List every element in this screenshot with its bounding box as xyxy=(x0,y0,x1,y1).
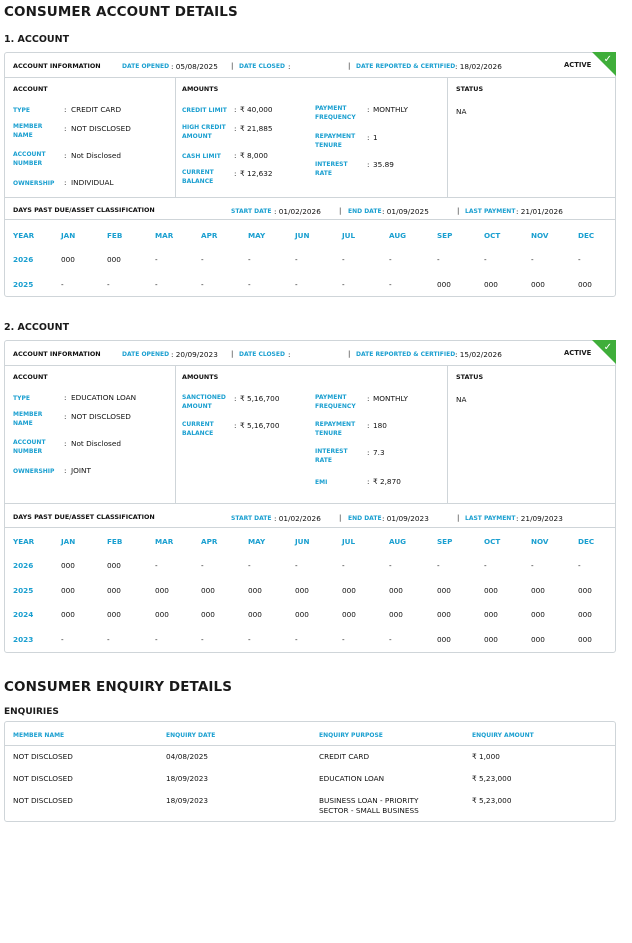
month-header-sep: SEP xyxy=(437,231,453,240)
dpd-cell: 000 xyxy=(484,610,498,619)
month-header-feb: FEB xyxy=(107,231,123,240)
dpd-cell: - xyxy=(531,561,534,570)
account-2-header: ACCOUNT INFORMATION DATE OPENED : 20/09/2023 | DATE CLOSED : | DATE REPORTED & CERTIFIED : 15/02/2026 ACTIVE ✓ xyxy=(5,341,615,366)
dpd-cell: 000 xyxy=(61,610,75,619)
current-balance-label: CURRENT BALANCE xyxy=(182,421,214,437)
end-date-label: END DATE xyxy=(348,208,382,215)
ownership-label: OWNERSHIP xyxy=(13,468,55,475)
account-number-value: Not Disclosed xyxy=(71,439,121,448)
dpd-cell: - xyxy=(484,561,487,570)
enquiry-purpose: EDUCATION LOAN xyxy=(319,774,385,783)
check-icon: ✓ xyxy=(603,342,612,353)
member-name-value: NOT DISCLOSED xyxy=(71,124,131,133)
dpd-cell: - xyxy=(155,255,158,264)
sanctioned-amount-value: ₹ 5,16,700 xyxy=(240,394,280,403)
last-payment-value: : 21/01/2026 xyxy=(516,206,563,216)
account-col-title: ACCOUNT xyxy=(13,85,48,93)
date-reported-label: DATE REPORTED & CERTIFIED xyxy=(356,350,456,358)
month-header-aug: AUG xyxy=(389,537,407,546)
page-title: CONSUMER ACCOUNT DETAILS xyxy=(4,4,238,20)
dpd-cell: - xyxy=(201,279,204,289)
start-date-value: : 01/02/2026 xyxy=(274,206,321,216)
month-header-apr: APR xyxy=(201,231,218,240)
month-header-nov: NOV xyxy=(531,537,549,546)
dpd-year: 2025 xyxy=(13,279,34,289)
dpd-title: DAYS PAST DUE/ASSET CLASSIFICATION xyxy=(13,513,155,521)
status-value: NA xyxy=(456,107,467,116)
enquiry-col-member: MEMBER NAME xyxy=(13,732,65,739)
dpd-year: 2024 xyxy=(13,610,34,619)
type-label: TYPE xyxy=(13,395,30,402)
dpd-cell: 000 xyxy=(342,585,356,595)
dpd-cell: 000 xyxy=(531,610,545,619)
check-icon: ✓ xyxy=(603,54,612,65)
date-closed-label: DATE CLOSED xyxy=(239,350,285,358)
dpd-cell: 000 xyxy=(531,585,545,595)
date-closed-label: DATE CLOSED xyxy=(239,62,285,70)
dpd-cell: - xyxy=(201,255,204,264)
dpd-cell: - xyxy=(107,634,110,644)
enquiry-col-purpose: ENQUIRY PURPOSE xyxy=(319,732,383,739)
month-header-jan: JAN xyxy=(61,537,76,546)
start-date-value: : 01/02/2026 xyxy=(274,513,321,523)
interest-rate-label: INTEREST RATE xyxy=(315,448,348,464)
dpd-cell: 000 xyxy=(484,279,498,289)
dpd-cell: 000 xyxy=(248,610,262,619)
dpd-year: 2025 xyxy=(13,585,34,595)
start-date-label: START DATE xyxy=(231,208,272,215)
interest-rate-value: 7.3 xyxy=(373,448,385,457)
date-closed-value: : xyxy=(288,61,291,71)
dpd-year: 2023 xyxy=(13,634,34,644)
dpd-cell: 000 xyxy=(107,255,121,264)
dpd-cell: 000 xyxy=(248,585,262,595)
current-balance-label: CURRENT BALANCE xyxy=(182,169,214,185)
last-payment-value: : 21/09/2023 xyxy=(516,513,563,523)
dpd-cell: 000 xyxy=(389,610,403,619)
account-1-header xyxy=(5,53,615,78)
dpd-cell: - xyxy=(389,634,392,644)
enquiries-heading: ENQUIRIES xyxy=(4,707,59,717)
dpd-year: 2026 xyxy=(13,255,34,264)
type-value: EDUCATION LOAN xyxy=(71,393,137,402)
date-opened-value: : 05/08/2025 xyxy=(171,61,218,71)
dpd-cell: 000 xyxy=(201,585,215,595)
dpd-cell: 000 xyxy=(437,634,451,644)
month-header-year: YEAR xyxy=(13,231,35,240)
dpd-cell: 000 xyxy=(578,585,592,595)
dpd-cell: - xyxy=(61,279,64,289)
dpd-cell: - xyxy=(155,634,158,644)
dpd-cell: 000 xyxy=(531,279,545,289)
enquiry-date: 04/08/2025 xyxy=(166,752,209,761)
month-header-oct: OCT xyxy=(484,231,501,240)
separator: | xyxy=(231,61,234,70)
cash-limit-label: CASH LIMIT xyxy=(182,153,221,160)
dpd-cell: 000 xyxy=(107,585,121,595)
high-credit-value: ₹ 21,885 xyxy=(240,124,273,133)
payment-frequency-label: PAYMENT FREQUENCY xyxy=(315,394,356,410)
last-payment-label: LAST PAYMENT xyxy=(465,515,516,522)
interest-rate-value: 35.89 xyxy=(373,160,394,169)
repayment-tenure-value: 180 xyxy=(373,421,387,430)
dpd-cell: 000 xyxy=(484,634,498,644)
repayment-tenure-value: 1 xyxy=(373,133,378,142)
enquiry-amount: ₹ 5,23,000 xyxy=(472,774,512,783)
dpd-cell: 000 xyxy=(107,561,121,570)
date-opened-label: DATE OPENED xyxy=(122,62,170,70)
dpd-cell: 000 xyxy=(61,255,75,264)
month-header-may: MAY xyxy=(248,231,266,240)
dpd-cell: 000 xyxy=(61,585,75,595)
member-name-label: MEMBER NAME xyxy=(13,411,43,427)
sanctioned-amount-label: SANCTIONED AMOUNT xyxy=(182,394,226,410)
dpd-cell: 000 xyxy=(107,610,121,619)
dpd-cell: - xyxy=(155,279,158,289)
dpd-cell: 000 xyxy=(437,585,451,595)
account-col-title: ACCOUNT xyxy=(13,373,48,381)
end-date-value: : 01/09/2025 xyxy=(382,206,429,216)
month-header-aug: AUG xyxy=(389,231,407,240)
enquiry-member: NOT DISCLOSED xyxy=(13,752,73,761)
dpd-cell: - xyxy=(342,255,345,264)
amounts-col-title: AMOUNTS xyxy=(182,85,219,93)
month-header-dec: DEC xyxy=(578,231,595,240)
enquiry-date: 18/09/2023 xyxy=(166,796,209,805)
dpd-cell: 000 xyxy=(437,279,451,289)
dpd-cell: - xyxy=(389,279,392,289)
type-value: CREDIT CARD xyxy=(71,105,122,114)
dpd-cell: - xyxy=(107,279,110,289)
dpd-cell: - xyxy=(437,561,440,570)
date-reported-value: : 15/02/2026 xyxy=(455,349,502,359)
credit-limit-label: CREDIT LIMIT xyxy=(182,107,227,114)
enquiry-member: NOT DISCLOSED xyxy=(13,774,73,783)
dpd-cell: - xyxy=(578,561,581,570)
status-badge: ACTIVE xyxy=(564,61,592,69)
month-header-jan: JAN xyxy=(61,231,76,240)
enquiry-col-date: ENQUIRY DATE xyxy=(166,732,216,739)
dpd-cell: - xyxy=(295,634,298,644)
dpd-cell: - xyxy=(248,255,251,264)
account-number-value: Not Disclosed xyxy=(71,151,121,160)
dpd-cell: - xyxy=(248,561,251,570)
high-credit-label: HIGH CREDIT AMOUNT xyxy=(182,124,226,140)
account-1-card: ACCOUNT INFORMATION DATE OPENED : 05/08/2025 | DATE CLOSED : | DATE REPORTED & CERTIFIED : 18/02/2026 ACTIVE ✓ ACCOUNT AMOUNTS STATUS NA TYPE : CREDIT CARD MEMBER NAME : NOT DISCLOSED ACCOUNT NUMBER : Not Disclosed OWNERSHIP : INDIVIDUAL CREDIT LIMIT : ₹ 40,000 HIGH CREDIT AMOUNT : ₹ 21,885 CASH LIMIT : ₹ 8,000 CURRENT BALANCE : ₹ 12,632 PAYMENT FREQUENCY : MONTHLY REPAYMENT TENURE : 1 INTEREST RATE : 35.89 DAYS PAST DUE/ASSET CLASSIFICATION START DATE : 01/02/2026 | END DATE : 01/09/2025 | LAST PAYMENT : 21/01/2026 YEAR JAN FEB MAR APR MAY JUN JUL AUG SEP OCT NOV DEC 2026 000 000 - - - - - - - - - - 2025 - - - - - - - - 000 000 000 000 xyxy=(4,52,616,297)
enquiry-table xyxy=(4,721,616,822)
month-header-jul: JUL xyxy=(342,537,356,546)
account-info-title: ACCOUNT INFORMATION xyxy=(13,62,101,70)
member-name-value: NOT DISCLOSED xyxy=(71,412,131,421)
enquiry-amount: ₹ 5,23,000 xyxy=(472,796,512,805)
ownership-value: INDIVIDUAL xyxy=(71,178,114,187)
interest-rate-label: INTEREST RATE xyxy=(315,161,348,177)
current-balance-value: ₹ 12,632 xyxy=(240,169,273,178)
last-payment-label: LAST PAYMENT xyxy=(465,208,516,215)
amounts-col-title: AMOUNTS xyxy=(182,373,219,381)
month-header-mar: MAR xyxy=(155,231,174,240)
repayment-tenure-label: REPAYMENT TENURE xyxy=(315,421,356,437)
account-2-heading: 2. ACCOUNT xyxy=(4,322,70,333)
date-closed-value: : xyxy=(288,349,291,359)
month-header-oct: OCT xyxy=(484,537,501,546)
dpd-cell: - xyxy=(295,561,298,570)
dpd-cell: 000 xyxy=(437,610,451,619)
account-1-heading: 1. ACCOUNT xyxy=(4,34,70,45)
dpd-cell: 000 xyxy=(578,279,592,289)
dpd-cell: - xyxy=(389,255,392,264)
month-header-sep: SEP xyxy=(437,537,453,546)
enquiry-purpose: BUSINESS LOAN - PRIORITY SECTOR - SMALL BUSINESS xyxy=(319,796,419,815)
dpd-cell: - xyxy=(248,279,251,289)
dpd-cell: - xyxy=(389,561,392,570)
enquiry-amount: ₹ 1,000 xyxy=(472,752,500,761)
end-date-label: END DATE xyxy=(348,515,382,522)
dpd-cell: 000 xyxy=(61,561,75,570)
month-header-jun: JUN xyxy=(295,231,310,240)
dpd-cell: - xyxy=(295,279,298,289)
dpd-cell: 000 xyxy=(155,585,169,595)
cash-limit-value: ₹ 8,000 xyxy=(240,151,268,160)
dpd-cell: - xyxy=(201,561,204,570)
date-opened-label: DATE OPENED xyxy=(122,350,170,358)
payment-frequency-value: MONTHLY xyxy=(373,105,408,114)
ownership-label: OWNERSHIP xyxy=(13,180,55,187)
start-date-label: START DATE xyxy=(231,515,272,522)
dpd-cell: - xyxy=(578,255,581,264)
separator: | xyxy=(348,61,351,70)
member-name-label: MEMBER NAME xyxy=(13,123,43,139)
dpd-year: 2026 xyxy=(13,561,34,570)
dpd-cell: - xyxy=(342,279,345,289)
dpd-cell: - xyxy=(201,634,204,644)
ownership-value: JOINT xyxy=(71,466,91,475)
repayment-tenure-label: REPAYMENT TENURE xyxy=(315,133,356,149)
dpd-cell: 000 xyxy=(578,634,592,644)
dpd-cell: 000 xyxy=(201,610,215,619)
status-col-title: STATUS xyxy=(456,85,484,93)
type-label: TYPE xyxy=(13,107,30,114)
emi-value: ₹ 2,870 xyxy=(373,477,401,486)
dpd-cell: - xyxy=(437,255,440,264)
dpd-cell: 000 xyxy=(484,585,498,595)
dpd-cell: 000 xyxy=(578,610,592,619)
payment-frequency-value: MONTHLY xyxy=(373,394,408,403)
enquiry-title: CONSUMER ENQUIRY DETAILS xyxy=(4,679,233,695)
month-header-feb: FEB xyxy=(107,537,123,546)
month-header-may: MAY xyxy=(248,537,266,546)
account-2-card: ACCOUNT INFORMATION DATE OPENED : 20/09/2023 | DATE CLOSED : | DATE REPORTED & CERTIFIED : 15/02/2026 ACTIVE ✓ ACCOUNT AMOUNTS STATUS NA TYPE : EDUCATION LOAN MEMBER NAME : NOT DISCLOSED ACCOUNT NUMBER : Not Disclosed OWNERSHIP : JOINT SANCTIONED AMOUNT : ₹ 5,16,700 CURRENT BALANCE : ₹ 5,16,700 PAYMENT FREQUENCY : MONTHLY REPAYMENT TENURE : 180 INTEREST RATE : 7.3 EMI : ₹ 2,870 DAYS PAST DUE/ASSET CLASSIFICATION START DATE : 01/02/2026 | END DATE : 01/09/2023 | LAST PAYMENT : 21/09/2023 YEAR JAN FEB MAR APR MAY JUN JUL AUG SEP OCT NOV DEC 2026 000 000 - - - - - - - - - - 2025 000 000 000 000 000 000 000 000 000 000 000 000 2024 000 000 000 000 000 000 000 000 000 000 000 000 2023 - - - - - - - - 000 000 000 000 xyxy=(4,340,616,653)
month-header-nov: NOV xyxy=(531,231,549,240)
enquiry-col-amount: ENQUIRY AMOUNT xyxy=(472,732,534,739)
dpd-cell: 000 xyxy=(342,610,356,619)
month-header-jun: JUN xyxy=(295,537,310,546)
status-value: NA xyxy=(456,395,467,404)
dpd-cell: - xyxy=(531,255,534,264)
credit-limit-value: ₹ 40,000 xyxy=(240,105,273,114)
account-number-label: ACCOUNT NUMBER xyxy=(13,439,46,455)
dpd-cell: - xyxy=(342,561,345,570)
status-col-title: STATUS xyxy=(456,373,484,381)
end-date-value: : 01/09/2023 xyxy=(382,513,429,523)
enquiry-purpose: CREDIT CARD xyxy=(319,752,370,761)
dpd-cell: 000 xyxy=(389,585,403,595)
enquiry-date: 18/09/2023 xyxy=(166,774,209,783)
date-reported-label: DATE REPORTED & CERTIFIED xyxy=(356,62,456,70)
month-header-jul: JUL xyxy=(342,231,356,240)
month-header-apr: APR xyxy=(201,537,218,546)
month-header-year: YEAR xyxy=(13,537,35,546)
dpd-cell: - xyxy=(155,561,158,570)
dpd-cell: - xyxy=(248,634,251,644)
month-header-mar: MAR xyxy=(155,537,174,546)
dpd-cell: - xyxy=(342,634,345,644)
emi-label: EMI xyxy=(315,479,328,486)
dpd-cell: - xyxy=(484,255,487,264)
dpd-title: DAYS PAST DUE/ASSET CLASSIFICATION xyxy=(13,206,155,214)
dpd-cell: 000 xyxy=(531,634,545,644)
dpd-cell: 000 xyxy=(155,610,169,619)
date-opened-value: : 20/09/2023 xyxy=(171,349,218,359)
dpd-cell: 000 xyxy=(295,585,309,595)
month-header-dec: DEC xyxy=(578,537,595,546)
enquiry-member: NOT DISCLOSED xyxy=(13,796,73,805)
dpd-cell: - xyxy=(61,634,64,644)
current-balance-value: ₹ 5,16,700 xyxy=(240,421,280,430)
dpd-cell: 000 xyxy=(295,610,309,619)
account-number-label: ACCOUNT NUMBER xyxy=(13,151,46,167)
account-info-title: ACCOUNT INFORMATION xyxy=(13,350,101,358)
payment-frequency-label: PAYMENT FREQUENCY xyxy=(315,105,356,121)
status-badge: ACTIVE xyxy=(564,349,592,357)
dpd-cell: - xyxy=(295,255,298,264)
date-reported-value: : 18/02/2026 xyxy=(455,61,502,71)
